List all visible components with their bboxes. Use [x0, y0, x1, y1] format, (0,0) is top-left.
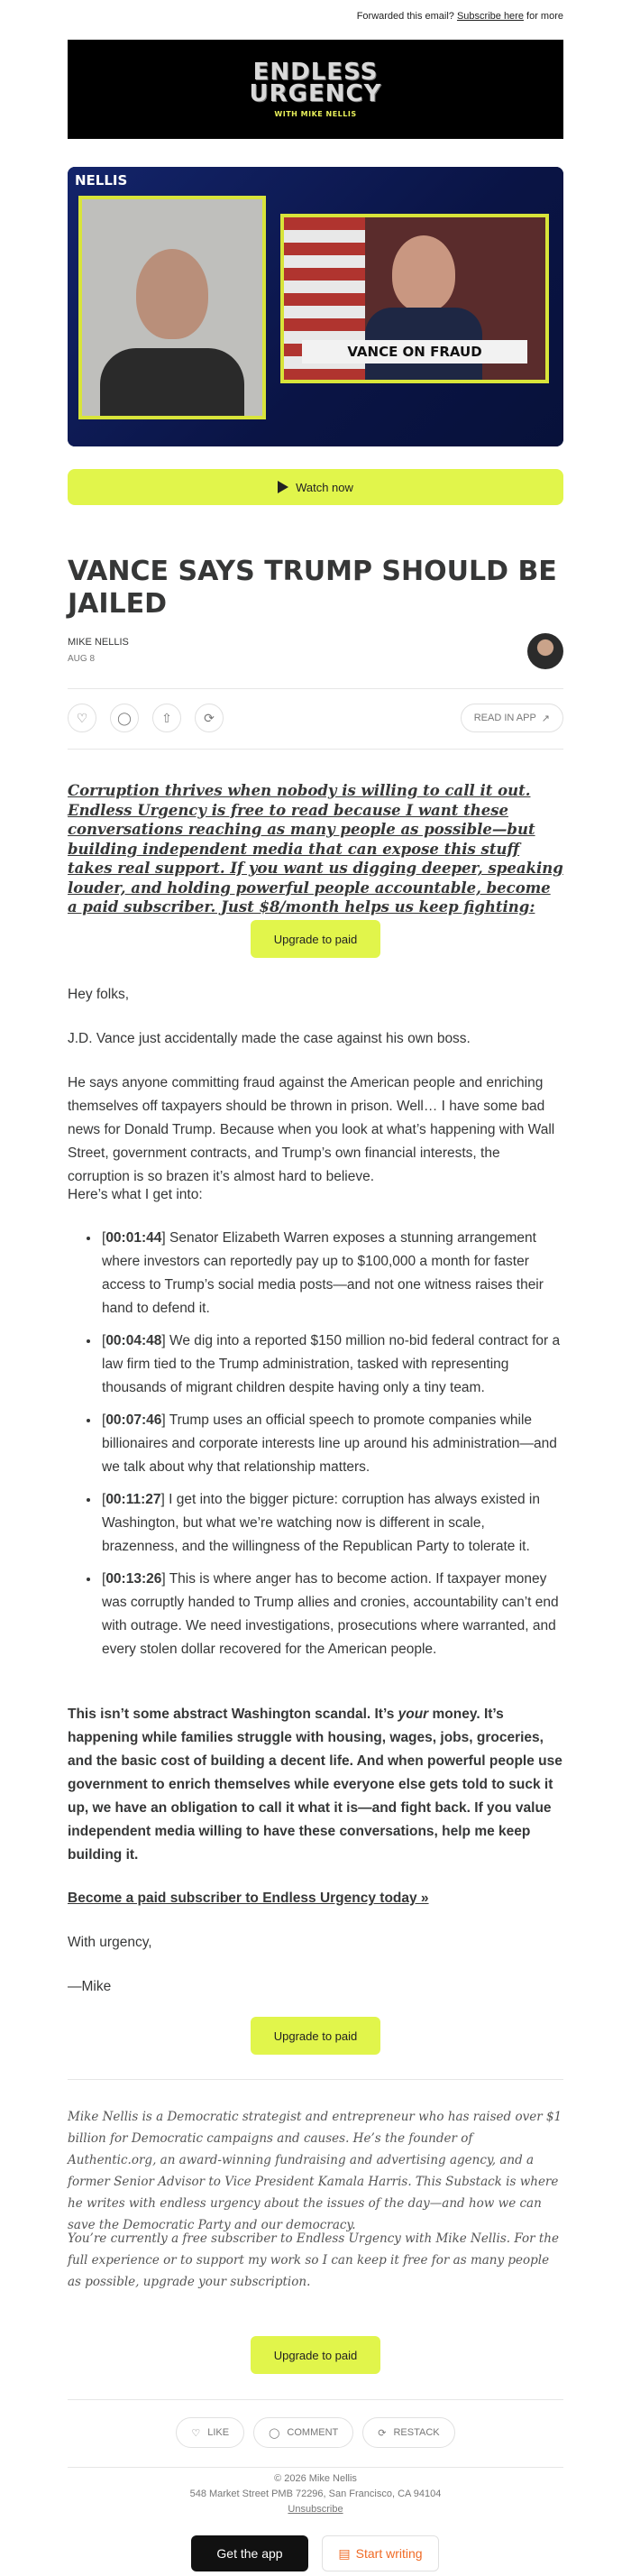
- body-paragraph-2: He says anyone committing fraud against the American people and enriching themselves off taxpayers should be thrown in prison. Well… I have some bad news for Donald Trump. Because when you look at what’s happening with Wall Street, government contracts, and Trump’s own financial interests, the corruption is so brazen it’s almost hard to believe.: [68, 1075, 555, 1184]
- list-item: • [00:13:26] This is where anger has to become action. If taxpayer money was corruptly handed to Trump allies and cronies, accountability can’t end with outrage. We need investigations, prosecutions where warranted, and every stolen dollar recovered for the American people.: [100, 1568, 563, 1661]
- footer-actions: [0, 2417, 631, 2448]
- signature: —Mike: [68, 1979, 112, 1994]
- get-app-button[interactable]: [191, 2535, 308, 2571]
- newsletter-banner[interactable]: [68, 40, 563, 139]
- bold-paragraph: [68, 1703, 563, 1867]
- substack-logo-icon: ▤: [338, 2545, 351, 2561]
- post-title: VANCE SAYS TRUMP SHOULD BE JAILED: [68, 556, 557, 620]
- start-writing-button[interactable]: [322, 2535, 439, 2571]
- read-in-app-button[interactable]: [461, 704, 563, 732]
- forwarded-bar: [357, 11, 563, 22]
- forwarded-suffix: for more: [526, 11, 563, 22]
- promo-paragraph: Corruption thrives when nobody is willing to call it out. Endless Urgency is free to read because I want these conversations reaching as many people as possible—but building independent media that can expose this stuff takes real support. If you want us digging deeper, speaking louder, and holding powerful people accountable, become a paid subscriber. Just $8/month helps us keep fighting:: [68, 782, 563, 915]
- restack-label: RESTACK: [393, 2427, 440, 2438]
- subscriber-note: You’re currently a free subscriber to Endless Urgency with Mike Nellis. For the full experience or to support my work so I can keep it free for as many people as possible, upgrade your subscription.: [68, 2231, 559, 2289]
- arrow-up-right-icon: ↗: [541, 713, 550, 724]
- like-button[interactable]: [68, 704, 96, 732]
- lower-third-caption: VANCE ON FRAUD: [302, 340, 527, 363]
- timestamp-link[interactable]: 00:11:27: [105, 1492, 161, 1507]
- list-item-text: This is where anger has to become action. If taxpayer money was corruptly handed to Trump allies and cronies, accountability can’t end with outrage. We need investigations, prosecutions where warranted, and every stolen dollar recovered for the American people.: [102, 1571, 559, 1657]
- subscribe-link[interactable]: Subscribe here: [456, 11, 524, 22]
- body-paragraph-3: Here’s what I get into:: [68, 1187, 203, 1202]
- read-in-app-label: READ IN APP: [473, 713, 536, 723]
- timestamp-link[interactable]: 00:01:44: [105, 1230, 162, 1246]
- bold-text-a: This isn’t some abstract Washington scandal. It’s: [68, 1707, 398, 1722]
- host-shirt: [100, 348, 244, 419]
- share-icon: ⇧: [161, 710, 172, 725]
- comment-icon: ◯: [269, 2427, 280, 2439]
- timestamp-link[interactable]: 00:07:46: [105, 1412, 162, 1428]
- divider: [68, 2467, 563, 2468]
- divider: [68, 2079, 563, 2080]
- list-item: • [00:07:46] Trump uses an official speech to promote companies while billionaires and corporate interests line up around his administration—and we talk about why that relationship matters.: [100, 1409, 563, 1479]
- share-button[interactable]: [152, 704, 181, 732]
- heart-icon: ♡: [191, 2427, 201, 2439]
- banner-logo-line2: URGENCY: [249, 79, 382, 107]
- video-pane-guest: [280, 214, 549, 383]
- video-thumbnail[interactable]: [68, 167, 563, 446]
- heart-icon: ♡: [76, 710, 88, 725]
- forwarded-prefix: Forwarded this email?: [356, 11, 454, 22]
- unsubscribe-link[interactable]: Unsubscribe: [288, 2504, 343, 2515]
- restack-icon: ⟳: [204, 710, 215, 725]
- video-pane-host: [78, 196, 266, 419]
- play-icon: [278, 481, 288, 493]
- comment-label: COMMENT: [287, 2427, 339, 2438]
- address: 548 Market Street PMB 72296, San Francisco, CA 94104: [189, 2489, 442, 2499]
- timestamp-link[interactable]: 00:13:26: [105, 1571, 162, 1587]
- divider: [68, 688, 563, 689]
- timestamp-list: [68, 1227, 563, 1670]
- list-item-text: Senator Elizabeth Warren exposes a stunning arrangement where investors can reportedly pay up to $100,000 a month for faster access to Trump’s social media posts—and not one witness raises their hand to defend it.: [102, 1230, 544, 1316]
- list-item-text: We dig into a reported $150 million no-bid federal contract for a law firm tied to the Trump administration, tasked with representing thousands of migrant children despite having only a tiny team.: [102, 1333, 561, 1395]
- restack-button[interactable]: [195, 704, 224, 732]
- list-item: • [00:04:48] We dig into a reported $150 million no-bid federal contract for a law firm tied to the Trump administration, tasked with representing thousands of migrant children despite having only a tiny team.: [100, 1329, 563, 1400]
- upgrade-label: Upgrade to paid: [273, 932, 358, 946]
- list-item-text: Trump uses an official speech to promote companies while billionaires and corporate interests line up around his administration—and we talk about why that relationship matters.: [102, 1412, 557, 1475]
- upgrade-button-middle[interactable]: [251, 2017, 380, 2055]
- upgrade-button-top[interactable]: [251, 920, 380, 958]
- like-label: LIKE: [207, 2427, 230, 2438]
- body-paragraph-1: J.D. Vance just accidentally made the case against his own boss.: [68, 1031, 471, 1046]
- upgrade-label: Upgrade to paid: [273, 2348, 358, 2362]
- author-avatar[interactable]: [527, 633, 563, 669]
- footer-like-button[interactable]: [176, 2417, 244, 2448]
- upgrade-label: Upgrade to paid: [273, 2029, 358, 2043]
- bold-text-b: money. It’s happening while families struggle with housing, wages, jobs, groceries, and the basic cost of building a decent life. And when powerful people use government to enrich themselves while everyone else gets told to suck it up, we have an obligation to call it what it is—and fight back. If you value independent media willing to have these conversations, help me keep building it.: [68, 1707, 562, 1863]
- start-writing-label: Start writing: [355, 2546, 423, 2561]
- divider: [68, 2399, 563, 2400]
- get-app-label: Get the app: [216, 2546, 283, 2561]
- timestamp-link[interactable]: 00:04:48: [105, 1333, 162, 1348]
- signoff: With urgency,: [68, 1935, 152, 1950]
- author-bio: Mike Nellis is a Democratic strategist and entrepreneur who has raised over $1 billion for Democratic campaigns and causes. He’s the founder of Authentic.org, an award-winning fundraising and advertising agency, and a former Senior Advisor to Vice President Kamala Harris. This Substack is where he writes with endless urgency about the issues of the day—and how we can save the Democratic Party and our democracy.: [68, 2110, 562, 2232]
- paid-subscriber-link[interactable]: Become a paid subscriber to Endless Urgency today »: [68, 1891, 429, 1906]
- list-item-text: I get into the bigger picture: corruption has always existed in Washington, but what we’re watching now is different in scale, brazenness, and the willingness of the Republican Party to tolerate it.: [102, 1492, 540, 1554]
- host-face: [136, 249, 208, 339]
- list-item: • [00:11:27] I get into the bigger picture: corruption has always existed in Washington, but what we’re watching now is different in scale, brazenness, and the willingness of the Republican Party to tolerate it.: [100, 1488, 563, 1559]
- comment-icon: ◯: [117, 710, 132, 725]
- copyright: © 2026 Mike Nellis: [274, 2473, 357, 2484]
- post-date: AUG 8: [68, 654, 96, 664]
- bold-text-emphasis: your: [398, 1707, 429, 1722]
- banner-logo-line1: ENDLESS: [252, 58, 379, 86]
- restack-icon: ⟳: [378, 2427, 387, 2439]
- banner-tagline: WITH MIKE NELLIS: [274, 109, 357, 118]
- watch-now-label: Watch now: [296, 480, 353, 494]
- greeting: Hey folks,: [68, 987, 130, 1002]
- guest-face: [392, 235, 455, 312]
- post-author[interactable]: MIKE NELLIS: [68, 637, 129, 648]
- footer-comment-button[interactable]: [253, 2417, 353, 2448]
- upgrade-button-bottom[interactable]: [251, 2336, 380, 2374]
- footer-restack-button[interactable]: [362, 2417, 454, 2448]
- comment-button[interactable]: [110, 704, 139, 732]
- watch-now-button[interactable]: [68, 469, 563, 505]
- list-item: • [00:01:44] Senator Elizabeth Warren exposes a stunning arrangement where investors can reportedly pay up to $100,000 a month for faster access to Trump’s social media posts—and not one witness raises their hand to defend it.: [100, 1227, 563, 1320]
- divider: [68, 749, 563, 750]
- video-brand: NELLIS: [75, 172, 128, 189]
